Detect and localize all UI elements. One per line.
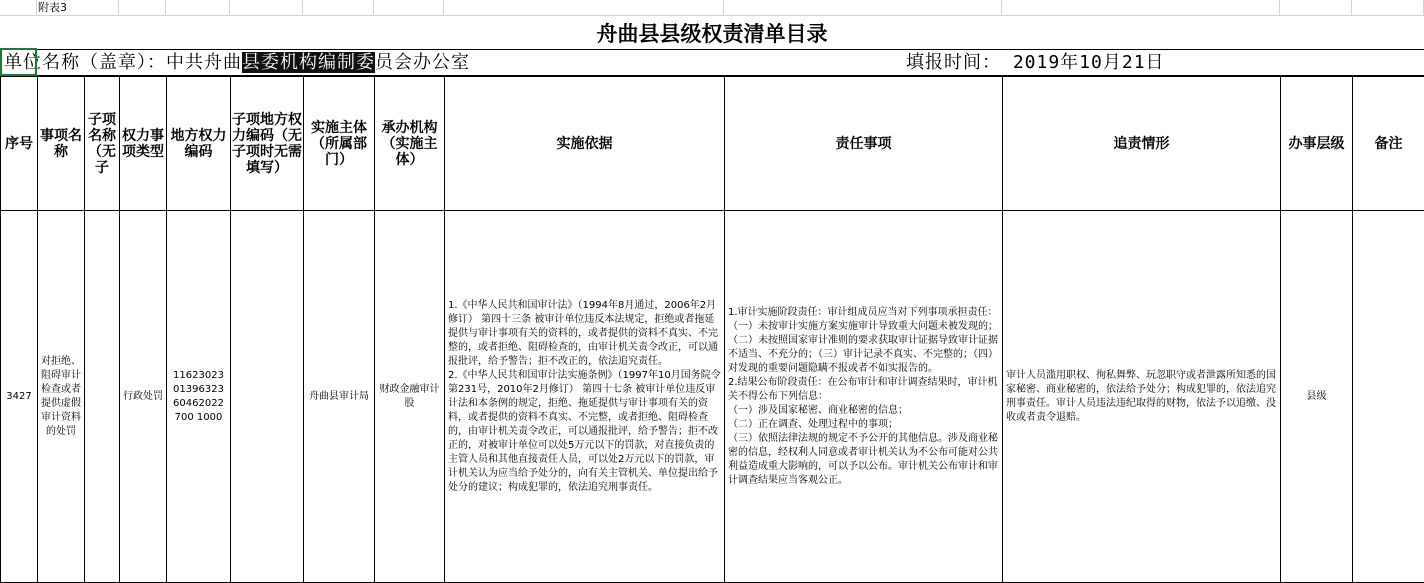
grid-cell[interactable] <box>1002 0 1280 16</box>
cell-agency[interactable]: 财政金融审计股 <box>375 211 445 583</box>
header-power-type[interactable]: 权力事项类型 <box>120 77 167 211</box>
grid-cell[interactable] <box>374 0 444 16</box>
cell-level[interactable]: 县级 <box>1281 211 1353 583</box>
header-sub-item[interactable]: 子项名称（无子 <box>85 77 120 211</box>
header-subject[interactable]: 实施主体（所属部门） <box>304 77 375 211</box>
cell-sub-code[interactable] <box>231 211 304 583</box>
power-list-table <box>0 76 1424 583</box>
grid-cell[interactable] <box>303 0 374 16</box>
grid-cell[interactable] <box>724 0 1002 16</box>
header-agency[interactable]: 承办机构（实施主体） <box>375 77 445 211</box>
cell-item-name[interactable]: 对拒绝、阻碍审计检查或者提供虚假审计资料的处罚 <box>38 211 85 583</box>
fill-time: 填报时间： 2019年10月21日 <box>906 50 1165 76</box>
header-local-code[interactable]: 地方权力编码 <box>167 77 231 211</box>
cell-accountability[interactable]: 审计人员滥用职权、徇私舞弊、玩忽职守或者泄露所知悉的国家秘密、商业秘密的，依法给予处分；构成犯罪的，依法追究刑事责任。审计人员违法违纪取得的财物，依法予以追缴、没收或者责令退赔。 <box>1003 211 1281 583</box>
sheet-title[interactable]: 舟曲县县级权责清单目录 <box>0 17 1424 50</box>
grid-cell[interactable] <box>444 0 724 16</box>
grid-cell[interactable] <box>1352 0 1424 16</box>
top-grid-row <box>0 0 1424 17</box>
unit-suffix: 员会办公室 <box>375 52 470 73</box>
grid-cell[interactable] <box>230 0 303 16</box>
grid-cell[interactable] <box>119 0 166 16</box>
cell-selection-box <box>0 48 37 76</box>
cell-remark[interactable] <box>1353 211 1424 583</box>
cell-local-code[interactable]: 116230230139632360462022700 1000 <box>167 211 231 583</box>
unit-prefix: 单位名称（盖章）：中共舟曲 <box>4 52 242 73</box>
header-seq[interactable]: 序号 <box>1 77 38 211</box>
cell-basis[interactable]: 1.《中华人民共和国审计法》（1994年8月通过，2006年2月修订） 第四十三条 被审计单位违反本法规定，拒绝或者拖延提供与审计事项有关的资料的，或者提供的资料不真实、不完整的，或者拒绝、阻碍检查的，由审计机关责令改正，可以通报批评，给予警告；拒不改正的，依法追究责任。 2.《中华人民共和国审计法实施条例》（1997年10月国务院令第231号，2010年2月修订） 第四十七条 被审计单位违反审计法和本条例的规定，拒绝、拖延提供与审计事项有关的资料，或者提供的资料不真实、不完整，或者拒绝、阻碍检查的，由审计机关责令改正，可以通报批评，给予警告；拒不改正的，对被审计单位可以处5万元以下的罚款，对直接负责的主管人员和其他直接责任人员，可以处2万元以下的罚款，审计机关认为应当给予处分的，向有关主管机关、单位提出给予处分的建议；构成犯罪的，依法追究刑事责任。 <box>445 211 725 583</box>
grid-cell[interactable] <box>1280 0 1352 16</box>
cell-subject[interactable]: 舟曲县审计局 <box>304 211 375 583</box>
header-sub-code[interactable]: 子项地方权力编码（无子项时无需填写） <box>231 77 304 211</box>
grid-cell[interactable] <box>0 0 37 16</box>
header-item-name[interactable]: 事项名称 <box>38 77 85 211</box>
cell-duty[interactable]: 1.审计实施阶段责任：审计组成员应当对下列事项承担责任：（一）未按审计实施方案实施审计导致重大问题未被发现的；（二）未按照国家审计准则的要求获取审计证据导致审计证据不适当、不充分的；（三）审计记录不真实、不完整的；（四）对发现的重要问题隐瞒不报或者不如实报告的。 2.结果公布阶段责任：在公布审计和审计调查结果时，审计机关不得公布下列信息： （一）涉及国家秘密、商业秘密的信息； （二）正在调查、处理过程中的事项； （三）依照法律法规的规定不予公开的其他信息。涉及商业秘密的信息，经权利人同意或者审计机关认为不公布可能对公共利益造成重大影响的，可以予以公布。审计机关公布审计和审计调查结果应当客观公正。 <box>725 211 1003 583</box>
unit-name <box>4 50 470 76</box>
table-row <box>1 211 1424 583</box>
header-accountability[interactable]: 追责情形 <box>1003 77 1281 211</box>
grid-cell[interactable] <box>166 0 230 16</box>
unit-row[interactable] <box>0 50 1424 76</box>
header-remark[interactable]: 备注 <box>1353 77 1424 211</box>
cell-power-type[interactable]: 行政处罚 <box>120 211 167 583</box>
annex-label: 附表3 <box>38 1 67 15</box>
cell-sub-item[interactable] <box>85 211 120 583</box>
header-row <box>1 77 1424 211</box>
header-level[interactable]: 办事层级 <box>1281 77 1353 211</box>
header-basis[interactable]: 实施依据 <box>445 77 725 211</box>
header-duty[interactable]: 责任事项 <box>725 77 1003 211</box>
unit-highlight: 县委机构编制委 <box>242 52 375 73</box>
cell-seq[interactable]: 3427 <box>1 211 38 583</box>
